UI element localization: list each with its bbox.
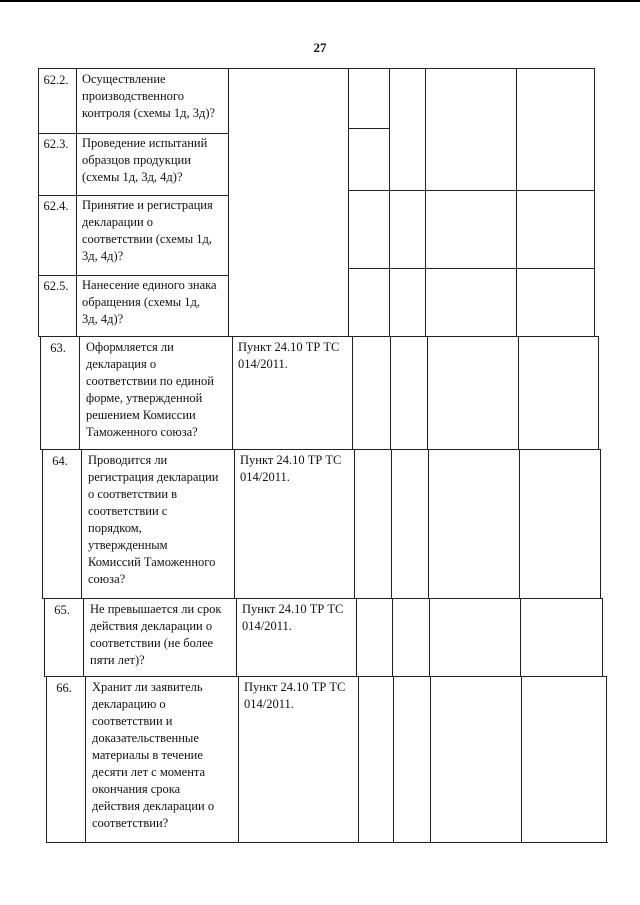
grid-line [42, 449, 43, 598]
grid-line [83, 598, 84, 676]
row-number: 66. [56, 681, 72, 695]
row-reference: Пункт 24.10 ТР ТС 014/2011. [238, 340, 340, 371]
grid-line [356, 598, 357, 676]
grid-line [348, 268, 594, 269]
row-question: Не превышается ли срок действия декларации о соответствии (не более пяти лет)? [90, 602, 222, 667]
row-number: 62.3. [43, 137, 69, 151]
row-number: 64. [52, 454, 68, 468]
grid-line [38, 275, 228, 276]
row-number: 62.4. [43, 199, 69, 213]
grid-line [38, 68, 39, 336]
grid-line [234, 449, 235, 598]
grid-line [232, 336, 233, 449]
grid-line [428, 449, 429, 598]
grid-line [348, 128, 390, 129]
grid-line [429, 598, 430, 676]
grid-line [598, 336, 599, 449]
grid-line [600, 449, 601, 598]
grid-line [352, 336, 353, 449]
grid-line [46, 676, 47, 842]
grid-line [519, 449, 520, 598]
grid-line [236, 598, 237, 676]
grid-line [38, 133, 228, 134]
grid-line [76, 68, 77, 336]
row-reference: Пункт 24.10 ТР ТС 014/2011. [242, 602, 344, 633]
row-question: Оформляется ли декларация о соответствии по единой форме, утвержденной решением Комиссии Таможенного союза? [86, 340, 214, 439]
row-question: Осуществление производственного контроля (схемы 1д, 3д)? [82, 72, 216, 120]
grid-line [81, 449, 82, 598]
row-question: Хранит ли заявитель декларацию о соответствии и доказательственные материалы в течение десяти лет с момента окончания срока действия декларации о соответствии? [92, 680, 215, 830]
grid-line [606, 676, 607, 842]
grid-line [425, 68, 426, 336]
grid-line [430, 676, 431, 842]
row-question: Принятие и регистрация декларации о соответствии (схемы 1д, 3д, 4д)? [82, 198, 213, 263]
grid-line [42, 598, 602, 599]
row-question: Проведение испытаний образцов продукции (схемы 1д, 3д, 4д)? [82, 136, 208, 184]
grid-line [521, 676, 522, 842]
grid-line [354, 449, 355, 598]
grid-line [516, 68, 517, 336]
grid-line [46, 842, 608, 843]
page-number: 27 [313, 40, 327, 55]
row-reference: Пункт 24.10 ТР ТС 014/2011. [244, 680, 346, 711]
row-number: 65. [54, 603, 70, 617]
grid-line [228, 68, 229, 336]
grid-line [38, 195, 228, 196]
row-number: 62.2. [43, 73, 69, 87]
grid-line [602, 598, 603, 676]
grid-line [238, 676, 239, 842]
grid-line [348, 68, 349, 336]
grid-line [393, 676, 394, 842]
row-number: 63. [50, 341, 66, 355]
grid-line [594, 68, 595, 336]
row-reference: Пункт 24.10 ТР ТС 014/2011. [240, 453, 342, 484]
grid-line [390, 336, 391, 449]
grid-line [38, 336, 598, 337]
grid-line [38, 68, 594, 69]
grid-line [348, 190, 594, 191]
grid-line [358, 676, 359, 842]
grid-line [389, 68, 390, 336]
grid-line [79, 336, 80, 449]
grid-line [427, 336, 428, 449]
grid-line [85, 676, 86, 842]
grid-line [44, 598, 45, 676]
grid-line [40, 336, 41, 449]
grid-line [520, 598, 521, 676]
row-question: Нанесение единого знака обращения (схемы 1д, 3д, 4д)? [82, 278, 217, 326]
row-number: 62.5. [43, 279, 69, 293]
grid-line [518, 336, 519, 449]
row-question: Проводится ли регистрация декларации о соответствии в соответствии с порядком, утвержденным Комиссий Таможенного союза? [88, 453, 219, 586]
grid-line [391, 449, 392, 598]
grid-line [40, 449, 600, 450]
grid-line [392, 598, 393, 676]
